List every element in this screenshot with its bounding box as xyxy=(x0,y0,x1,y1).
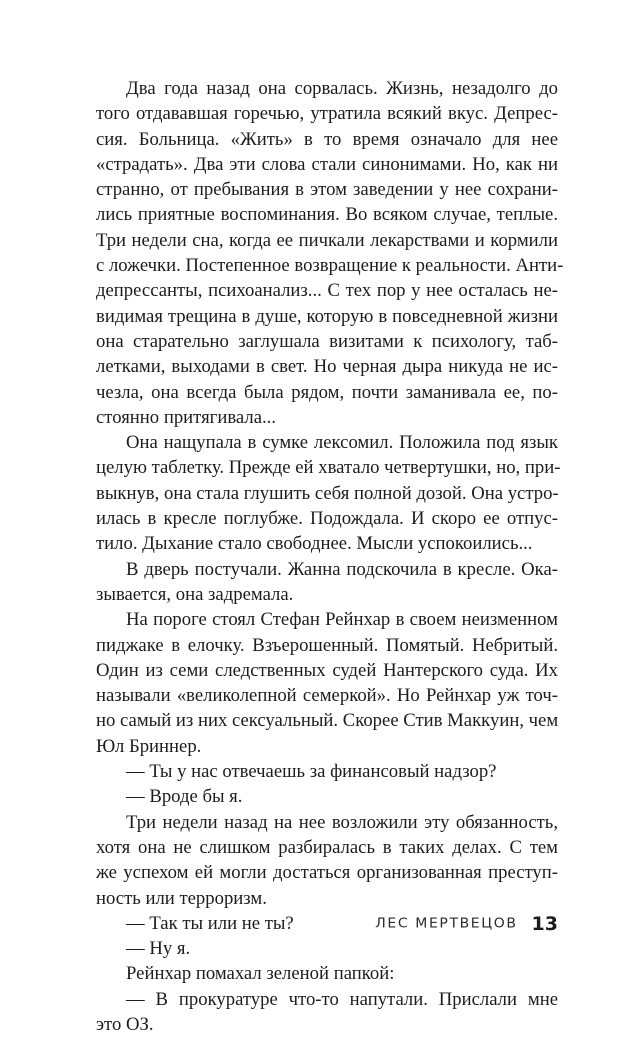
text-line: стоянно притягивала... xyxy=(96,406,277,428)
text-line: В дверь постучали. Жанна подскочила в кресле. Ока- xyxy=(126,558,558,580)
text-line: илась в кресле поглубже. Подождала. И скоро ее отпус- xyxy=(96,508,558,530)
page-number: 13 xyxy=(531,913,558,935)
text-line: Три недели сна, когда ее пичкали лекарствами и кормили xyxy=(96,229,558,251)
text-line: же успехом ей могли достаться организованная преступ- xyxy=(96,862,558,884)
text-line: ность или терроризм. xyxy=(96,887,267,909)
text-line: На пороге стоял Стефан Рейнхар в своем неизменном xyxy=(126,609,558,631)
text-line: «страдать». Два эти слова стали синонимами. Но, как ни xyxy=(96,153,558,175)
text-line: с ложечки. Постепенное возвращение к реальности. Анти- xyxy=(96,255,564,277)
text-line: это ОЗ. xyxy=(96,1013,154,1035)
text-line: чезла, она всегда была рядом, почти заманивала ее, по- xyxy=(96,381,558,403)
text-line: Один из семи следственных судей Нантерского суда. Их xyxy=(96,659,558,681)
text-line: выкнув, она стала глушить себя полной дозой. Она устро- xyxy=(96,482,559,504)
running-title: ЛЕС МЕРТВЕЦОВ xyxy=(375,916,518,932)
text-line: тило. Дыхание стало свободнее. Мысли успокоились... xyxy=(96,533,533,555)
text-line: Два года назад она сорвалась. Жизнь, незадолго до xyxy=(126,78,558,99)
text-line: Юл Бриннер. xyxy=(96,735,202,757)
dialogue-line: — Так ты или не ты? xyxy=(126,912,294,934)
text-line: пиджаке в елочку. Взъерошенный. Помятый. Небритый. xyxy=(96,634,558,656)
text-line: летками, выходами в свет. Но черная дыра никуда не ис- xyxy=(96,356,558,378)
text-line: того отдававшая горечью, утратила всякий вкус. Депрес- xyxy=(96,103,558,125)
text-line: она старательно заглушала визитами к психологу, таб- xyxy=(96,330,558,352)
text-line: но самый из них сексуальный. Скорее Стив Маккуин, чем xyxy=(96,710,559,732)
page-footer xyxy=(96,910,558,938)
dialogue-line: — Ну я. xyxy=(126,938,191,960)
text-line: Рейнхар помахал зеленой папкой: xyxy=(126,963,395,985)
text-line: Она нащупала в сумке лексомил. Положила под язык xyxy=(126,432,558,454)
text-line: сия. Больница. «Жить» в то время означало для нее xyxy=(96,128,558,150)
text-line: Три недели назад на нее возложили эту обязанность, xyxy=(126,811,558,833)
body-text xyxy=(96,76,564,1037)
dialogue-line: — Вроде бы я. xyxy=(126,786,243,808)
text-line: странно, от пребывания в этом заведении у нее сохрани- xyxy=(96,179,558,201)
text-line: видимая трещина в душе, которую в повседневной жизни xyxy=(96,305,558,327)
dialogue-line: — Ты у нас отвечаешь за финансовый надзор? xyxy=(126,761,497,783)
text-line: называли «великолепной семеркой». Но Рейнхар уж точ- xyxy=(96,685,558,707)
text-line: хотя она не слишком разбиралась в таких делах. С тем xyxy=(96,836,558,858)
text-line: депрессанты, психоанализ... С тех пор у нее осталась не- xyxy=(96,280,558,302)
text-line: лись приятные воспоминания. Во всяком случае, теплые. xyxy=(96,204,558,226)
text-line: зывается, она задремала. xyxy=(96,583,294,605)
text-line: целую таблетку. Прежде ей хватало четвертушки, но, при- xyxy=(96,457,561,479)
dialogue-line: — В прокуратуре что-то напутали. Прислали мне xyxy=(126,988,558,1010)
